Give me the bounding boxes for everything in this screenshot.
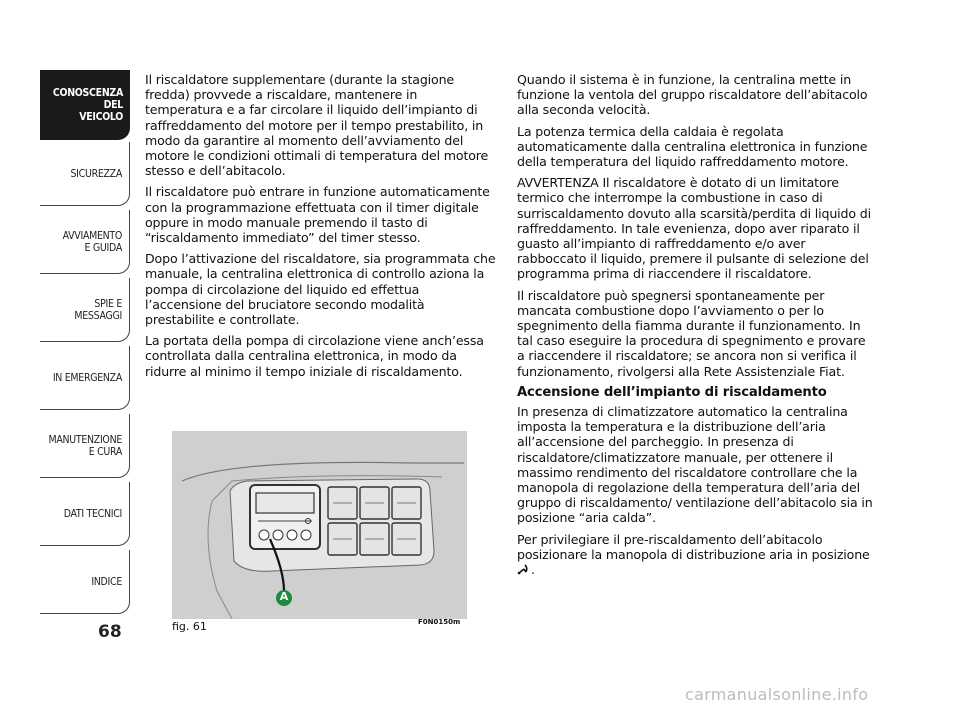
paragraph: La potenza termica della caldaia è regolata automaticamente dalla centralina elettronica in funzione della temperatura del liquido raffreddamento motore. bbox=[517, 123, 868, 170]
paragraph: Il riscaldatore supplementare (durante la stagione fredda) provvede a riscaldare, mantenere in temperatura e a far circolare il liquido dell’impianto di raffreddamento del motore per il tempo prestabilito, in modo da garantire al momento dell’avviamento del motore le condizioni ottimali di temperatura del motore stesso e dell’abitacolo. bbox=[145, 72, 489, 179]
tab-indice[interactable]: INDICE bbox=[40, 550, 130, 614]
paragraph: In presenza di climatizzatore automatico la centralina imposta la temperatura e la distribuzione dell’aria all’accensione del parcheggio. In presenza di riscaldatore/climatizzatore manuale, per ottenere il massimo rendimento del riscaldatore controllare che la manopola di regolazione della temperatura dell’aria del gruppo di riscaldamento/ ventilazione dell’abitacolo sia in posizione “aria calda”. bbox=[517, 404, 873, 526]
tab-spie-e-messaggi[interactable]: SPIE E MESSAGGI bbox=[40, 278, 130, 342]
paragraph-end: . bbox=[531, 562, 535, 578]
paragraph: La portata della pompa di circolazione viene anch’essa controllata dalla centralina elettronica, in modo da ridurre al minimo il tempo iniziale di riscaldamento. bbox=[145, 333, 484, 379]
section-heading: Accensione dell’impianto di riscaldamento bbox=[517, 384, 827, 400]
paragraph: Il riscaldatore può spegnersi spontaneamente per mancata combustione dopo l’avviamento o per lo spegnimento della fiamma durante il funzionamento. In tal caso eseguire la procedura di spegnimento e provare a riaccendere il riscaldatore; se ancora non si verifica il funzionamento, rivolgersi alla Rete Assistenziale Fiat. bbox=[517, 287, 866, 379]
tab-dati-tecnici[interactable]: DATI TECNICI bbox=[40, 482, 130, 546]
tab-sicurezza[interactable]: SICUREZZA bbox=[40, 142, 130, 206]
paragraph-text: Per privilegiare il pre-riscaldamento dell’abitacolo posizionare la manopola di distribuzione aria in posizione bbox=[517, 531, 870, 562]
heater-timer-illustration bbox=[172, 431, 467, 619]
tab-avviamento-e-guida[interactable]: AVVIAMENTO E GUIDA bbox=[40, 210, 130, 274]
figure-61 bbox=[172, 431, 467, 619]
paragraph: Dopo l’attivazione del riscaldatore, sia programmata che manuale, la centralina elettronica di controllo aziona la pompa di circolazione del liquido ed effettua l’accensione del bruciatore secondo modalità prestabilite e controllate. bbox=[145, 251, 496, 328]
figure-code: F0N0150m bbox=[418, 618, 461, 626]
watermark: carmanualsonline.info bbox=[685, 685, 869, 704]
tab-manutenzione-e-cura[interactable]: MANUTENZIONE E CURA bbox=[40, 414, 130, 478]
tab-conoscenza-del-veicolo[interactable]: CONOSCENZA DEL VEICOLO bbox=[40, 70, 130, 140]
page-number: 68 bbox=[98, 622, 122, 642]
callout-label-a: A bbox=[279, 590, 289, 603]
paragraph bbox=[517, 532, 875, 579]
text-column-right bbox=[517, 72, 875, 584]
figure-caption: fig. 61 bbox=[172, 620, 207, 633]
paragraph: Il riscaldatore può entrare in funzione automaticamente con la programmazione effettuata con il timer digitale oppure in modo manuale premendo il tasto di “riscaldamento immediato” del timer stesso. bbox=[145, 184, 490, 246]
paragraph: Quando il sistema è in funzione, la centralina mette in funzione la ventola del gruppo riscaldatore dell’abitacolo alla seconda velocità. bbox=[517, 72, 868, 118]
warning-paragraph: AVVERTENZA Il riscaldatore è dotato di un limitatore termico che interrompe la combustione in caso di surriscaldamento dovuto alla scarsità/perdita di liquido di raffreddamento. In tale evenienza, dopo aver riparato il guasto all’impianto di raffreddamento e/o aver rabboccato il liquido, premere il pulsante di selezione del programma prima di riaccendere il riscaldatore. bbox=[517, 175, 871, 282]
text-column-left bbox=[145, 72, 497, 385]
tab-in-emergenza[interactable]: IN EMERGENZA bbox=[40, 346, 130, 410]
air-distribution-icon bbox=[517, 563, 531, 578]
